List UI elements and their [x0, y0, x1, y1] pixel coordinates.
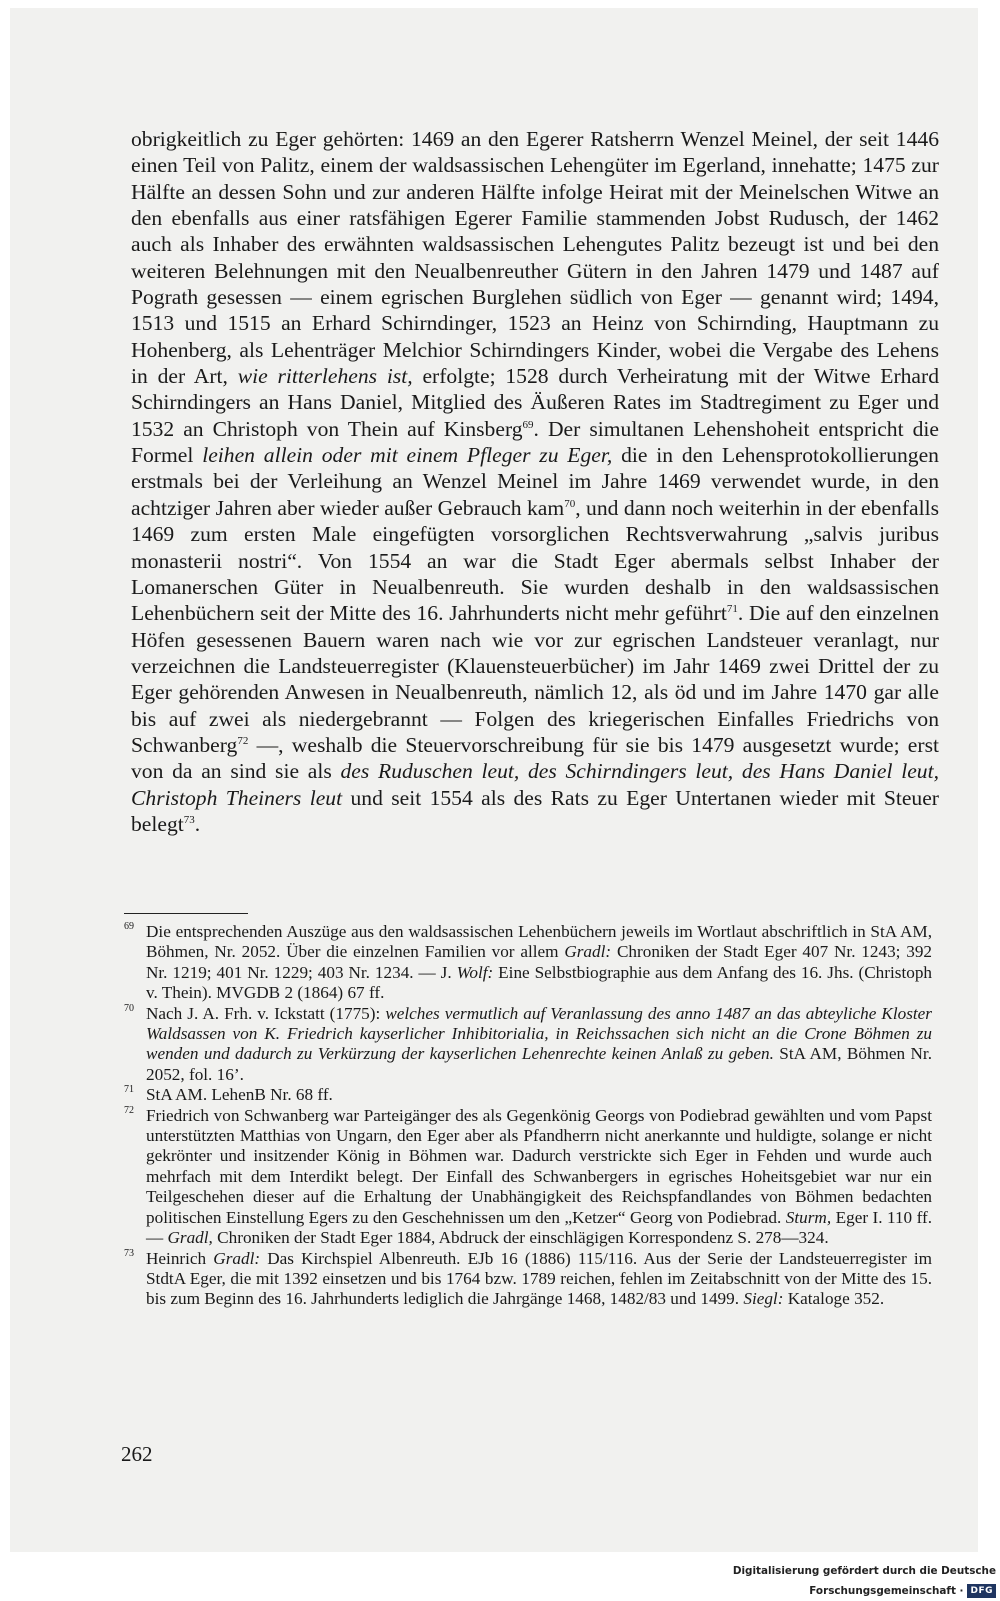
- footnote-73: [124, 1249, 932, 1310]
- footnote-ref: 70: [564, 497, 576, 510]
- page-number: 262: [121, 1442, 153, 1466]
- footnote-ref: 72: [237, 734, 249, 747]
- italic-quote: leihen allein oder mit einem Pfleger zu Eger,: [202, 443, 613, 468]
- footnote-69: [124, 922, 932, 1004]
- footnote-number: 69: [124, 921, 134, 932]
- footnote-text: Die entsprechenden Auszüge aus den waldsassischen Lehenbüchern jeweils im Wortlaut abschriftlich in StA AM, Böhmen, Nr. 2052. Über die einzelnen Familien vor allem Gradl: Chroniken der Stadt Eger 407 Nr. 1243; 392 Nr. 1219; 401 Nr. 1229; 403 Nr. 1234. — J. Wolf: Eine Selbstbiographie aus dem Anfang des 16. Jhs. (Christoph v. Thein). MVGDB 2 (1864) 67 ff.: [146, 922, 933, 1003]
- italic-quote: wie ritterlehens ist,: [237, 364, 413, 389]
- footnote-divider: [124, 913, 248, 914]
- body-text: [131, 126, 939, 837]
- footnote-ref: 69: [522, 418, 534, 431]
- footnote-text: Friedrich von Schwanberg war Parteigänger des als Gegenkönig Georgs von Podiebrad gewählten und vom Papst unterstützten Matthias von Ungarn, den Eger aber als Pfandherrn nicht anerkannte und huldigte, solange er nicht gekrönter und insitzender König in Böhmen war. Dadurch verstrickte sich Eger in Fehden und wurde auch mehrfach mit dem Interdikt belegt. Der Einfall des Schwanbergers in egrisches Hoheitsgebiet war nur ein Teilgeschehen dieser auf die Erhaltung der Unabhängigkeit des Reichspfandlandes von Böhmen bedachten politischen Einstellung Egers zu den Geschehnissen um den „Ketzer“ Georg von Podiebrad. Sturm, Eger I. 110 ff. — Gradl, Chroniken der Stadt Eger 1884, Abdruck der einschlägigen Korrespondenz S. 278—324.: [146, 1105, 933, 1248]
- text-run: . Die auf den einzelnen Höfen gesessenen Bauern waren nach wie vor zur egrischen Landsteuer veranlagt, nur verzeichnen die Landsteuerregister (Klauensteuerbücher) im Jahr 1469 zwei Drittel der zu Eger gehörenden Anwesen in Neualbenreuth, nämlich 12, als öd und im Jahre 1470 gar alle bis auf zwei als niedergebrannt — Folgen des kriegerischen Einfalles Friedrichs von Schwanberg: [131, 601, 939, 757]
- footnote-72: [124, 1106, 932, 1249]
- footnote-ref: 71: [726, 603, 738, 616]
- text-run: obrigkeitlich zu Eger gehörten: 1469 an den Egerer Ratsherrn Wenzel Meinel, der seit 1446 einen Teil von Palitz, einem der waldsassischen Lehengüter im Egerland, innehatte; 1475 zur Hälfte an dessen Sohn und zur anderen Hälfte infolge Heirat mit der Meinelschen Witwe an den ebenfalls aus einer ratsfähigen Egerer Familie stammenden Jobst Rudusch, der 1462 auch als Inhaber des erwähnten waldsassischen Lehengutes Palitz bezeugt ist und bei den weiteren Belehnungen mit den Neualbenreuther Gütern in den Jahren 1479 und 1487 auf Pograth gesessen — einem egrischen Burglehen südlich von Eger — genannt wird; 1494, 1513 und 1515 an Erhard Schirndinger, 1523 an Heinz von Schirnding, Hauptmann zu Hohenberg, als Lehenträger Melchior Schirndingers Kinder, wobei die Vergabe des Lehens in der Art,: [131, 127, 939, 389]
- footnote-71: [124, 1085, 932, 1105]
- footnote-70: [124, 1004, 932, 1086]
- text-run: die in den Lehensprotokollierungen erstmals bei der Verleihung an Wenzel Meinel im Jahre 1469 verwendet wurde, in den achtziger Jahren aber wieder außer Gebrauch kam: [131, 443, 939, 520]
- text-run: —, weshalb die Steuervorschreibung für sie bis 1479 ausgesetzt wurde; erst von da an sind sie als: [131, 732, 939, 784]
- digitization-credit: [600, 1561, 996, 1597]
- dfg-logo: DFG: [967, 1584, 996, 1598]
- footnote-number: 71: [124, 1084, 134, 1096]
- text-run: , und dann noch weiterhin in der ebenfalls 1469 zum ersten Male eingefügten vorsorglichen Rechtsverwahrung „salvis juribus monasterii nostri“. Von 1554 an war die Stadt Eger abermals selbst Inhaber der Lomanerschen Güter in Neualbenreuth. Sie wurden deshalb in den waldsassischen Lehenbüchern seit der Mitte des 16. Jahrhunderts nicht mehr geführt: [131, 495, 939, 626]
- italic-quote: des Ruduschen leut, des Schirndingers leut, des Hans Daniel leut, Christoph Theiners leut: [131, 759, 939, 810]
- footnote-number: 70: [124, 1002, 134, 1014]
- footnote-text: StA AM. LehenB Nr. 68 ff.: [146, 1085, 333, 1105]
- footnote-text: Heinrich Gradl: Das Kirchspiel Albenreuth. EJb 16 (1886) 115/116. Aus der Serie der Landsteuerregister im StdtA Eger, die mit 1392 einsetzen und bis 1764 bzw. 1789 reichen, fehlen im Zeitabschnitt von der Mitte des 15. bis zum Beginn des 16. Jahrhunderts lediglich die Jahrgänge 1468, 1482/83 und 1499. Siegl: Kataloge 352.: [146, 1248, 932, 1309]
- credit-text: Digitalisierung gefördert durch die Deutsche Forschungsgemeinschaft ·: [732, 1565, 996, 1597]
- text-run: und seit 1554 als des Rats zu Eger Untertanen wieder mit Steuer belegt: [131, 785, 939, 836]
- text-run: . Der simultanen Lehenshoheit entspricht die Formel: [131, 416, 939, 468]
- text-run: .: [194, 811, 201, 836]
- footnote-text: Nach J. A. Frh. v. Ickstatt (1775): welches vermutlich auf Veranlassung des anno 1487 an das abteyliche Kloster Waldsassen von K. Friedrich kayserlicher Inhibitorialia, in Reichssachen sich nicht an die Crone Böhmen zu wenden und dadurch zu Verkürzung der kayserlichen Lehenrechte keinen Anlaß zu geben. StA AM, Böhmen Nr. 2052, fol. 16’.: [146, 1003, 932, 1084]
- footnote-number: 72: [124, 1104, 134, 1116]
- text-run: erfolgte; 1528 durch Verheiratung mit der Witwe Erhard Schirndingers an Hans Daniel, Mitglied des Äußeren Rates im Stadtregiment zu Eger und 1532 an Christoph von Thein auf Kinsberg: [131, 364, 939, 441]
- footnote-number: 73: [124, 1247, 134, 1259]
- footnotes: [124, 922, 932, 1310]
- paragraph: [131, 126, 939, 837]
- footnote-ref: 73: [183, 813, 195, 826]
